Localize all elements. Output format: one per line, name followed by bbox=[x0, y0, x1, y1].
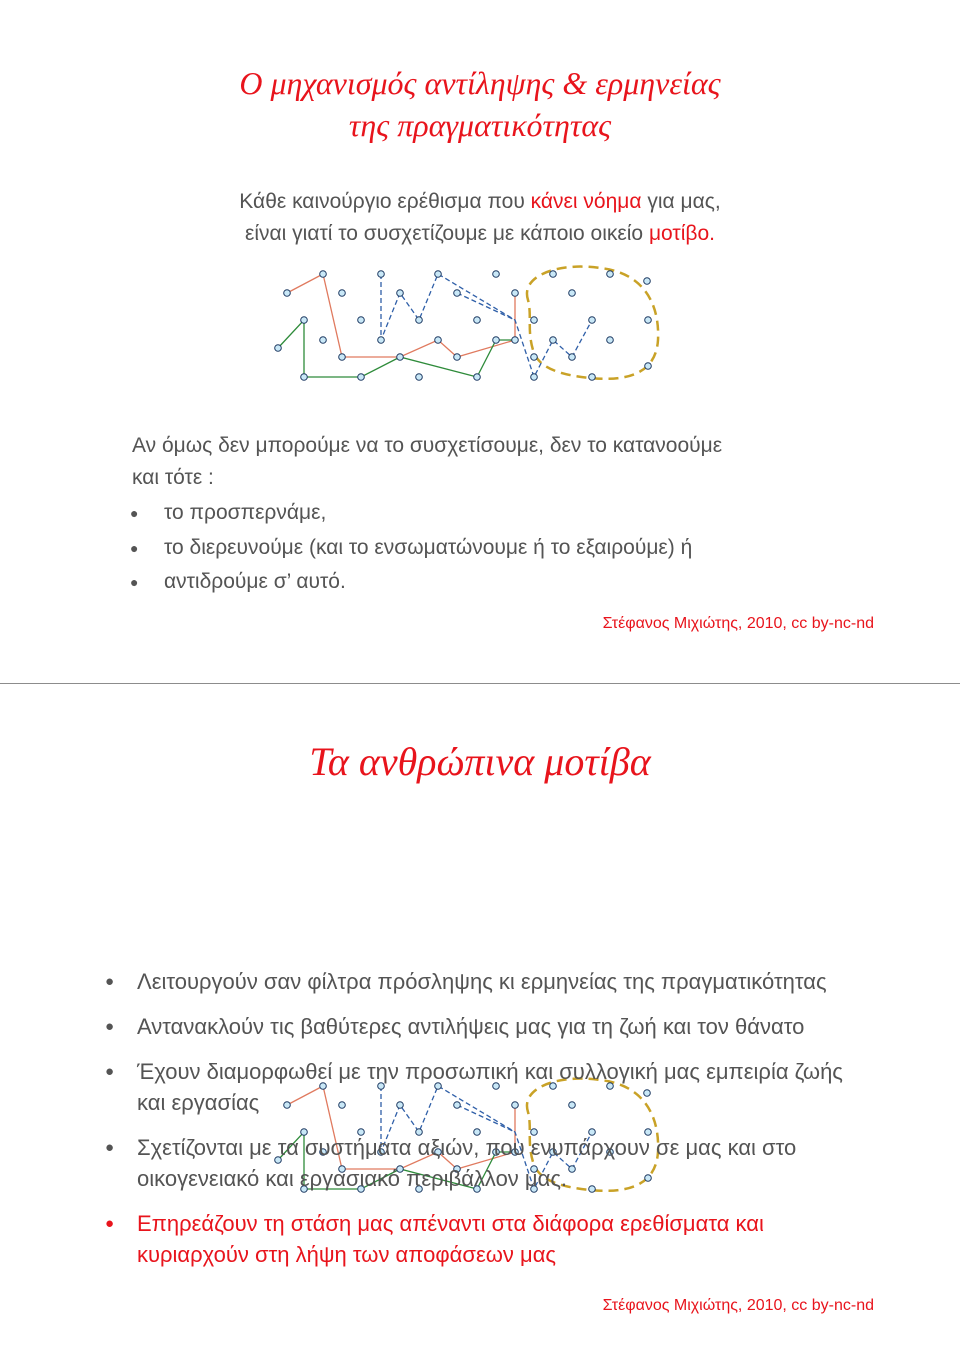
bullet-list-1 bbox=[130, 496, 870, 600]
graph-node bbox=[397, 290, 404, 297]
graph-node bbox=[531, 354, 538, 361]
green-path bbox=[278, 320, 515, 377]
blue-dashed-path bbox=[381, 274, 592, 377]
slide-1 bbox=[0, 0, 960, 683]
graph-node bbox=[550, 337, 557, 344]
graph-node bbox=[378, 337, 385, 344]
graph-node bbox=[320, 337, 327, 344]
graph-node bbox=[512, 290, 519, 297]
graph-node bbox=[645, 317, 652, 324]
graph-node bbox=[454, 290, 461, 297]
graph-node bbox=[339, 354, 346, 361]
blue-dashed-path bbox=[457, 293, 515, 320]
graph-node bbox=[397, 354, 404, 361]
bullet-icon: ● bbox=[130, 574, 139, 590]
graph-node bbox=[493, 337, 500, 344]
bullet-icon: ● bbox=[130, 539, 139, 556]
graph-node bbox=[454, 354, 461, 361]
graph-node bbox=[275, 345, 282, 352]
slide-divider bbox=[0, 683, 960, 684]
intro-highlight: μοτίβο. bbox=[648, 222, 715, 245]
graph-node bbox=[550, 271, 557, 278]
slide-2-title: Τα ανθρώπινα μοτίβα bbox=[309, 739, 651, 784]
list-item-text: Λειτουργούν σαν φίλτρα πρόσληψης κι ερμηνείας της πραγματικότητας bbox=[137, 969, 827, 994]
graph-node bbox=[474, 317, 481, 324]
graph-node bbox=[358, 317, 365, 324]
graph-node bbox=[644, 278, 651, 285]
bullet-list-2 bbox=[105, 966, 865, 1284]
bullet-icon: ● bbox=[130, 505, 139, 521]
graph-node bbox=[284, 290, 291, 297]
list-item-text: Επηρεάζουν τη στάση μας απέναντι στα διάφορα ερεθίσματα και κυριαρχούν στη λήψη των αποφάσεων μας bbox=[137, 1211, 764, 1267]
graph-node bbox=[607, 271, 614, 278]
slide-2 bbox=[0, 685, 960, 1367]
graph-node bbox=[435, 337, 442, 344]
graph-node bbox=[301, 374, 308, 381]
graph-node bbox=[416, 374, 423, 381]
list-item bbox=[105, 1208, 865, 1270]
intro-text: για μας, bbox=[641, 190, 721, 213]
graph-node bbox=[531, 317, 538, 324]
graph-node bbox=[493, 271, 500, 278]
orange-path bbox=[287, 274, 515, 357]
graph-node bbox=[320, 271, 327, 278]
intro-highlight: κάνει νόημα bbox=[530, 190, 642, 213]
list-item-text: το προσπερνάμε, bbox=[164, 501, 327, 524]
graph-node bbox=[645, 363, 652, 370]
credit-text: Στέφανος Μιχιώτης, 2010, cc by-nc-nd bbox=[602, 1297, 874, 1314]
list-item bbox=[105, 1011, 865, 1042]
graph-node bbox=[301, 317, 308, 324]
graph-node bbox=[416, 317, 423, 324]
list-item bbox=[105, 966, 865, 997]
paragraph-line-2: και τότε : bbox=[132, 466, 214, 489]
graph-node bbox=[607, 337, 614, 344]
graph-node bbox=[474, 374, 481, 381]
credit-text: Στέφανος Μιχιώτης, 2010, cc by-nc-nd bbox=[602, 615, 874, 632]
graph-node bbox=[378, 271, 385, 278]
graph-node bbox=[512, 337, 519, 344]
intro-text: Κάθε καινούργιο ερέθισμα που bbox=[239, 190, 531, 213]
graph-node bbox=[569, 290, 576, 297]
list-item bbox=[105, 1132, 865, 1194]
bullet-icon: ● bbox=[105, 1063, 115, 1080]
list-item-text: αντιδρούμε σ’ αυτό. bbox=[164, 570, 346, 593]
graph-node bbox=[569, 354, 576, 361]
slide-1-title-line-1: Ο μηχανισμός αντίληψης & ερμηνείας bbox=[239, 65, 721, 101]
list-item bbox=[130, 531, 870, 566]
list-item bbox=[130, 565, 870, 600]
list-item-text: Σχετίζονται με τα συστήματα αξιών, που ενυπάρχουν σε μας και στο οικογενειακό και εργασιακό περιβάλλον μας. bbox=[137, 1135, 797, 1191]
bullet-icon: ● bbox=[105, 1215, 115, 1232]
graph-node bbox=[435, 271, 442, 278]
graph-node bbox=[358, 374, 365, 381]
list-item-text: Έχουν διαμορφωθεί με την προσωπική και συλλογική μας εμπειρία ζωής και εργασίας bbox=[137, 1059, 843, 1115]
bullet-icon: ● bbox=[105, 973, 115, 990]
intro-text: είναι γιατί το συσχετίζουμε με κάποιο οικείο bbox=[244, 222, 649, 245]
list-item bbox=[105, 1056, 865, 1118]
graph-node bbox=[589, 374, 596, 381]
list-item bbox=[130, 496, 870, 531]
bullet-icon: ● bbox=[105, 1018, 115, 1035]
pattern-group bbox=[275, 267, 658, 381]
list-item-text: το διερευνούμε (και το ενσωματώνουμε ή το εξαιρούμε) ή bbox=[164, 535, 693, 559]
graph-node bbox=[589, 317, 596, 324]
paragraph-line-1: Αν όμως δεν μπορούμε να το συσχετίσουμε, δεν το κατανοούμε bbox=[132, 434, 723, 457]
slide-1-title-line-2: της πραγματικότητας bbox=[348, 107, 612, 143]
bullet-icon: ● bbox=[105, 1139, 115, 1156]
list-item-text: Αντανακλούν τις βαθύτερες αντιλήψεις μας για τη ζωή και τον θάνατο bbox=[137, 1014, 805, 1039]
graph-node bbox=[531, 374, 538, 381]
graph-node bbox=[339, 290, 346, 297]
